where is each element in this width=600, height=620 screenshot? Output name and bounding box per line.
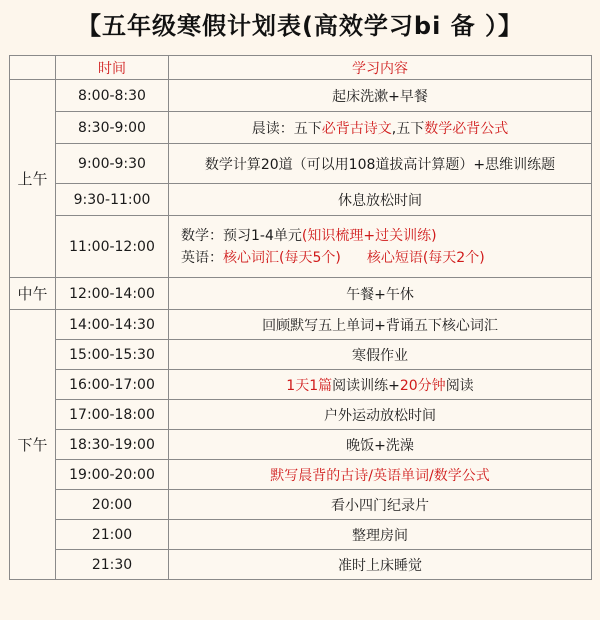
content-highlight: (知识梳理+过关训练) [301, 227, 437, 244]
time-cell: 12:00-14:00 [56, 278, 169, 310]
content-text: 阅读 [445, 377, 474, 394]
content-highlight: 数学必背公式 [424, 120, 509, 137]
content-text: 英语： [181, 249, 223, 266]
header-blank [10, 56, 56, 80]
time-cell: 19:00-20:00 [56, 460, 169, 490]
content-cell: 回顾默写五上单词+背诵五下核心词汇 [169, 310, 592, 340]
content-cell: 休息放松时间 [169, 184, 592, 216]
content-text: 数学：预习1-4单元 [181, 227, 302, 244]
time-cell: 8:00-8:30 [56, 80, 169, 112]
content-cell: 寒假作业 [169, 340, 592, 370]
table-row [10, 216, 592, 278]
period-afternoon: 下午 [10, 310, 56, 580]
content-cell [169, 112, 592, 144]
table-row [10, 460, 592, 490]
table-row [10, 490, 592, 520]
table-row [10, 144, 592, 184]
content-cell: 晚饭+洗澡 [169, 430, 592, 460]
content-cell [169, 370, 592, 400]
table-header-row [10, 56, 592, 80]
table-row [10, 370, 592, 400]
time-cell: 21:00 [56, 520, 169, 550]
content-text: 阅读训练+ [332, 377, 400, 394]
time-cell: 15:00-15:30 [56, 340, 169, 370]
schedule-table [9, 55, 592, 580]
time-cell: 8:30-9:00 [56, 112, 169, 144]
content-cell: 起床洗漱+早餐 [169, 80, 592, 112]
content-cell: 整理房间 [169, 520, 592, 550]
table-row [10, 520, 592, 550]
time-cell: 16:00-17:00 [56, 370, 169, 400]
table-row [10, 550, 592, 580]
page-title: 【五年级寒假计划表(高效学习bi 备 ）】 [76, 11, 524, 40]
table-row [10, 310, 592, 340]
table-row [10, 400, 592, 430]
time-cell: 9:30-11:00 [56, 184, 169, 216]
time-cell: 14:00-14:30 [56, 310, 169, 340]
time-cell: 21:30 [56, 550, 169, 580]
content-line-math [181, 225, 591, 247]
content-highlight: 1天1篇 [286, 377, 333, 394]
time-cell: 20:00 [56, 490, 169, 520]
content-cell: 午餐+午休 [169, 278, 592, 310]
content-cell: 准时上床睡觉 [169, 550, 592, 580]
content-cell: 数学计算20道（可以用108道拔高计算题）+思维训练题 [169, 144, 592, 184]
table-row [10, 278, 592, 310]
period-noon: 中午 [10, 278, 56, 310]
time-cell: 9:00-9:30 [56, 144, 169, 184]
table-row [10, 184, 592, 216]
content-text: 晨读：五下 [251, 120, 322, 137]
table-row [10, 340, 592, 370]
content-cell: 户外运动放松时间 [169, 400, 592, 430]
table-row [10, 112, 592, 144]
header-time: 时间 [56, 56, 169, 80]
content-highlight: 必背古诗文 [321, 120, 392, 137]
table-row [10, 80, 592, 112]
header-content: 学习内容 [169, 56, 592, 80]
content-text: ,五下 [391, 120, 425, 137]
time-cell: 11:00-12:00 [56, 216, 169, 278]
content-cell [169, 216, 592, 278]
content-line-english [181, 247, 591, 269]
content-highlight: 核心短语(每天2个) [366, 249, 485, 266]
content-cell: 看小四门纪录片 [169, 490, 592, 520]
content-cell: 默写晨背的古诗/英语单词/数学公式 [169, 460, 592, 490]
content-highlight: 核心词汇(每天5个) [223, 249, 341, 266]
table-row [10, 430, 592, 460]
time-cell: 18:30-19:00 [56, 430, 169, 460]
content-highlight: 20分钟 [399, 377, 446, 394]
time-cell: 17:00-18:00 [56, 400, 169, 430]
period-morning: 上午 [10, 80, 56, 278]
